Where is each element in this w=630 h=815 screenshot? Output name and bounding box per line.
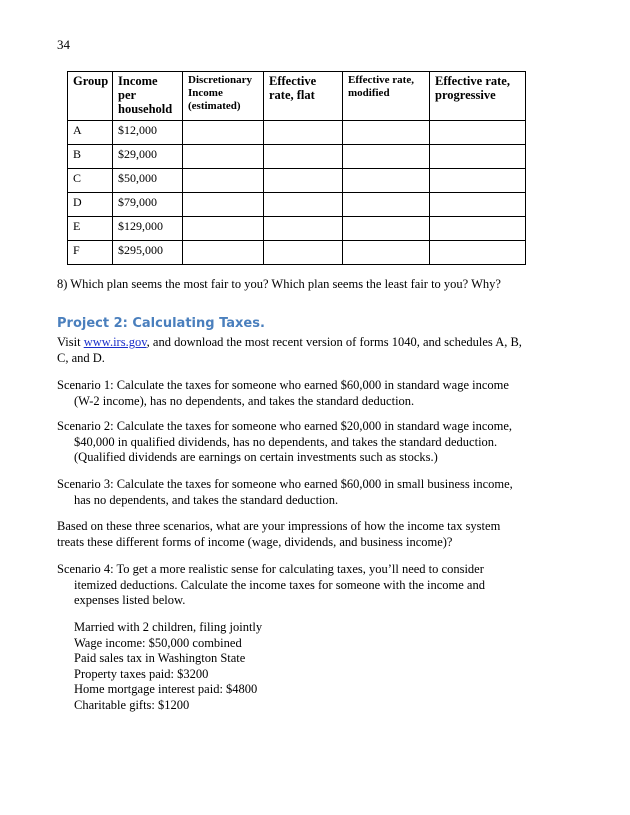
project-2-intro xyxy=(57,335,527,366)
empty-cell[interactable] xyxy=(430,241,526,265)
group-cell: A xyxy=(68,121,113,145)
income-tax-table xyxy=(67,71,526,265)
intro-text: Visit xyxy=(57,335,84,349)
empty-cell[interactable] xyxy=(430,121,526,145)
intro-text-continued: , and download the most recent version of forms 1040, and schedules A, B, C, and D. xyxy=(57,335,522,365)
empty-cell[interactable] xyxy=(183,217,264,241)
table-row xyxy=(68,121,526,145)
header-effective-rate-progressive: Effective rate, progressive xyxy=(430,72,526,121)
group-cell: D xyxy=(68,193,113,217)
empty-cell[interactable] xyxy=(430,169,526,193)
scenario-3-line: Scenario 3: Calculate the taxes for someone who earned $60,000 in small business income, xyxy=(57,477,513,491)
scenario-4 xyxy=(57,562,527,609)
income-cell: $12,000 xyxy=(113,121,183,145)
income-cell: $29,000 xyxy=(113,145,183,169)
table-row xyxy=(68,217,526,241)
empty-cell[interactable] xyxy=(183,145,264,169)
header-group: Group xyxy=(68,72,113,121)
page-number: 34 xyxy=(57,37,70,52)
header-discretionary-income: Discretionary Income (estimated) xyxy=(183,72,264,121)
scenario-2-line: Scenario 2: Calculate the taxes for someone who earned $20,000 in standard wage income, xyxy=(57,419,513,433)
detail-item: Charitable gifts: $1200 xyxy=(74,697,190,712)
detail-item: Married with 2 children, filing jointly xyxy=(74,620,263,634)
detail-item: Property taxes paid: $3200 xyxy=(74,666,209,681)
empty-cell[interactable] xyxy=(264,121,343,145)
table-row xyxy=(68,193,526,217)
empty-cell[interactable] xyxy=(343,169,430,193)
group-cell: C xyxy=(68,169,113,193)
income-cell: $50,000 xyxy=(113,169,183,193)
empty-cell[interactable] xyxy=(343,193,430,217)
table-row xyxy=(68,169,526,193)
empty-cell[interactable] xyxy=(264,217,343,241)
empty-cell[interactable] xyxy=(264,193,343,217)
empty-cell[interactable] xyxy=(343,217,430,241)
empty-cell[interactable] xyxy=(183,193,264,217)
scenario-4-line: Scenario 4: To get a more realistic sense for calculating taxes, you’ll need to consider xyxy=(57,562,484,576)
scenario-3 xyxy=(57,477,527,508)
income-cell: $129,000 xyxy=(113,217,183,241)
empty-cell[interactable] xyxy=(264,169,343,193)
impressions-line: treats these different forms of income (wage, dividends, and business income)? xyxy=(57,534,453,549)
header-effective-rate-modified: Effective rate, modified xyxy=(343,72,430,121)
detail-item: Wage income: $50,000 combined xyxy=(74,635,242,650)
empty-cell[interactable] xyxy=(183,241,264,265)
income-cell: $79,000 xyxy=(113,193,183,217)
empty-cell[interactable] xyxy=(430,193,526,217)
impressions-line: Based on these three scenarios, what are your impressions of how the income tax system xyxy=(57,519,501,533)
header-effective-rate-flat: Effective rate, flat xyxy=(264,72,343,121)
empty-cell[interactable] xyxy=(183,169,264,193)
empty-cell[interactable] xyxy=(183,121,264,145)
detail-item: Paid sales tax in Washington State xyxy=(74,651,246,665)
empty-cell[interactable] xyxy=(343,145,430,169)
impressions-question xyxy=(57,519,527,550)
group-cell: E xyxy=(68,217,113,241)
table-row xyxy=(68,145,526,169)
irs-link[interactable]: www.irs.gov xyxy=(83,335,147,349)
empty-cell[interactable] xyxy=(343,121,430,145)
scenario-1-line: (W-2 income), has no dependents, and takes the standard deduction. xyxy=(74,393,415,408)
group-cell: F xyxy=(68,241,113,265)
empty-cell[interactable] xyxy=(264,145,343,169)
empty-cell[interactable] xyxy=(264,241,343,265)
empty-cell[interactable] xyxy=(430,217,526,241)
empty-cell[interactable] xyxy=(343,241,430,265)
scenario-1-line: Scenario 1: Calculate the taxes for someone who earned $60,000 in standard wage income xyxy=(57,378,509,392)
scenario-4-details xyxy=(57,620,544,713)
scenario-3-line: has no dependents, and takes the standard deduction. xyxy=(74,492,339,507)
question-8: 8) Which plan seems the most fair to you? Which plan seems the least fair to you? Why? xyxy=(57,277,501,291)
table-row xyxy=(68,241,526,265)
scenario-2 xyxy=(57,419,527,466)
detail-item: Home mortgage interest paid: $4800 xyxy=(74,682,258,696)
table-header-row xyxy=(68,72,526,121)
scenario-2-line: $40,000 in qualified dividends, has no dependents, and takes the standard deduction. xyxy=(74,434,498,449)
group-cell: B xyxy=(68,145,113,169)
empty-cell[interactable] xyxy=(430,145,526,169)
income-cell: $295,000 xyxy=(113,241,183,265)
scenario-1 xyxy=(57,378,527,409)
project-2-heading: Project 2: Calculating Taxes. xyxy=(57,316,265,331)
scenario-4-line: expenses listed below. xyxy=(74,593,186,607)
header-income-per-household: Income per household xyxy=(113,72,183,121)
scenario-4-line: itemized deductions. Calculate the income taxes for someone with the income and xyxy=(74,577,485,592)
scenario-2-line: (Qualified dividends are earnings on certain investments such as stocks.) xyxy=(74,450,438,464)
